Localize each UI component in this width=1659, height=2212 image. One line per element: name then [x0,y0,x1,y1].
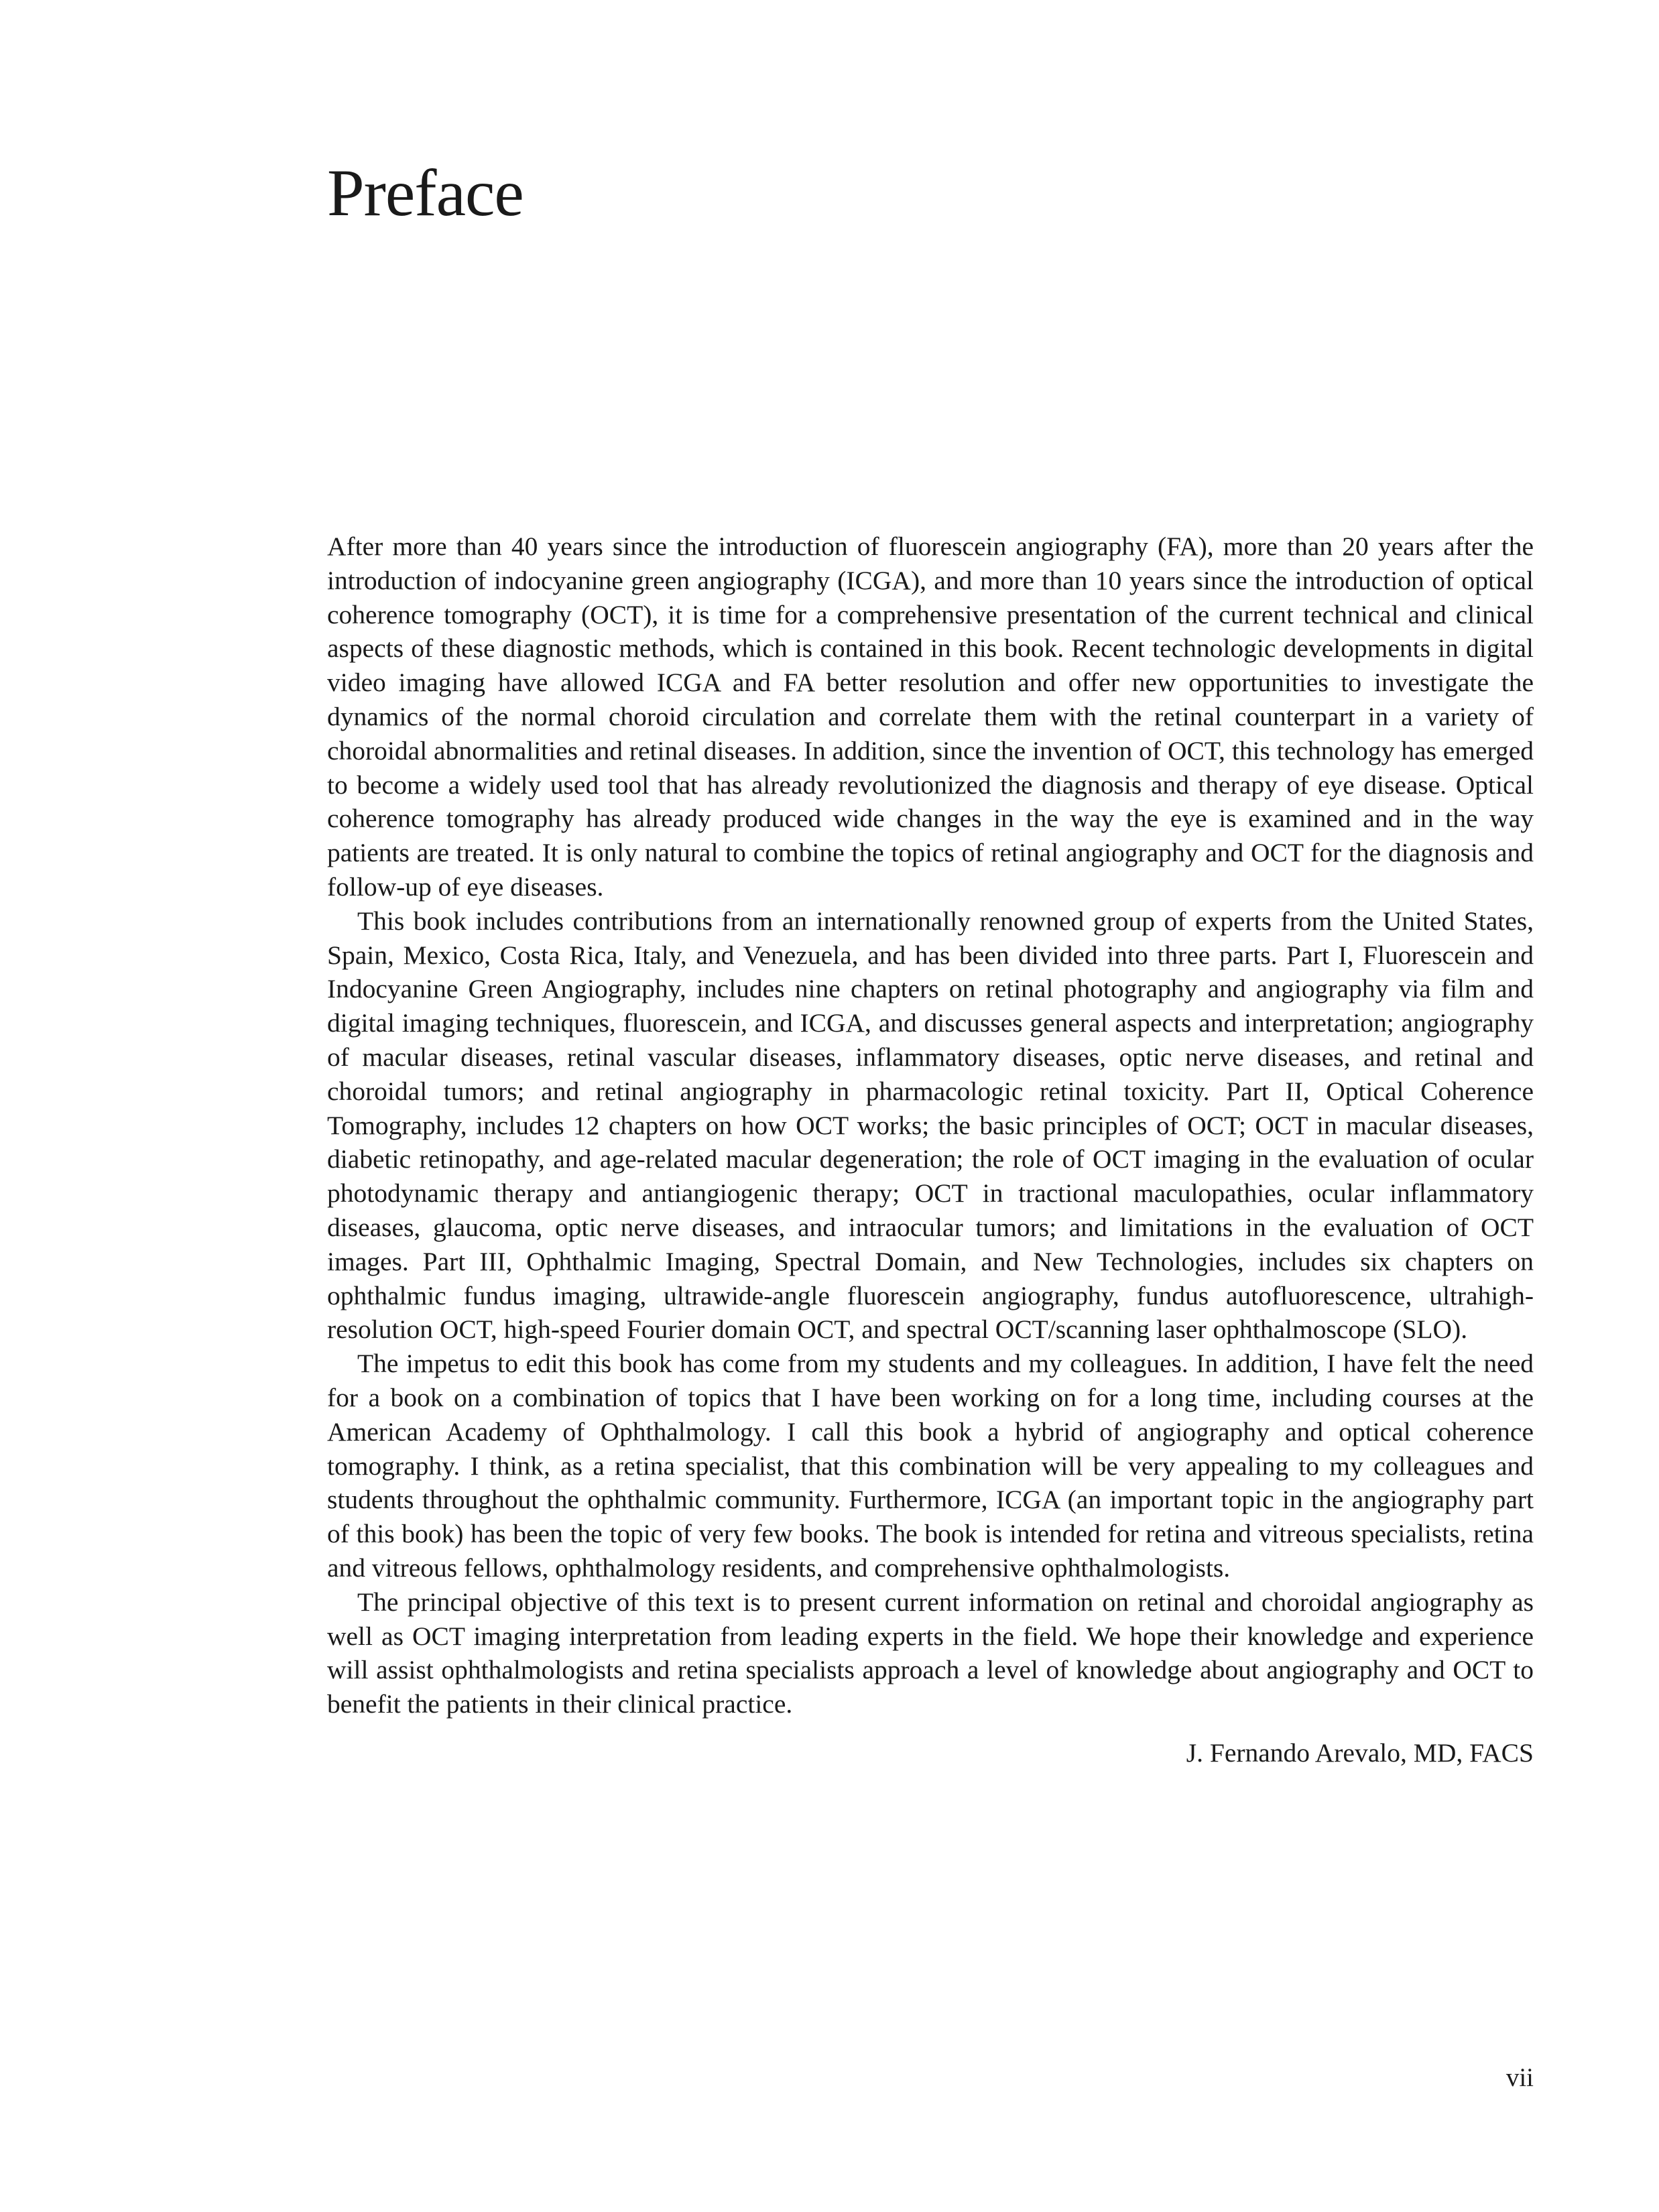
paragraph-2: This book includes contributions from an internationally renowned group of experts from the United States, Spain, Mexico, Costa Rica, Italy, and Venezuela, and has been divided into three parts. Part I, Fluorescein and Indocyanine Green Angiography, includes nine chapters on retinal photography and angiography via film and digital imaging techniques, fluorescein, and ICGA, and discusses general aspects and interpretation; angiography of macular diseases, retinal vascular diseases, inflammatory diseases, optic nerve diseases, and retinal and choroidal tumors; and retinal angiography in pharmacologic retinal toxicity. Part II, Optical Coherence Tomography, includes 12 chapters on how OCT works; the basic principles of OCT; OCT in macular diseases, diabetic retinopathy, and age-related macular degeneration; the role of OCT imaging in the evaluation of ocular photodynamic therapy and antiangiogenic therapy; OCT in tractional maculopathies, ocular inflammatory diseases, glaucoma, optic nerve diseases, and intraocular tumors; and limitations in the evaluation of OCT images. Part III, Ophthalmic Imaging, Spectral Domain, and New Technologies, includes six chapters on ophthalmic fundus imaging, ultrawide-angle fluorescein angiography, fundus autofluorescence, ultrahigh-resolution OCT, high-speed Fourier domain OCT, and spectral OCT/scanning laser ophthalmoscope (SLO). [327,906,1534,1345]
paragraph-1: After more than 40 years since the introduction of fluorescein angiography (FA), more than 20 years after the introduction of indocyanine green angiography (ICGA), and more than 10 years since the introduction of optical coherence tomography (OCT), it is time for a comprehensive presentation of the current technical and clinical aspects of these diagnostic methods, which is contained in this book. Recent technologic developments in digital video imaging have allowed ICGA and FA better resolution and offer new opportunities to investigate the dynamics of the normal choroid circulation and correlate them with the retinal counterpart in a variety of choroidal abnormalities and retinal diseases. In addition, since the invention of OCT, this technology has emerged to become a widely used tool that has already revolutionized the diagnosis and therapy of eye disease. Optical coherence tomography has already produced wide changes in the way the eye is examined and in the way patients are treated. It is only natural to combine the topics of retinal angiography and OCT for the diagnosis and follow-up of eye diseases. [327,532,1534,902]
author-signature: J. Fernando Arevalo, MD, FACS [1186,1738,1534,1768]
paragraph-4: The principal objective of this text is to present current information on retinal and choroidal angiography as well as OCT imaging interpretation from leading experts in the field. We hope their knowledge and experience will assist ophthalmologists and retina specialists approach a level of knowledge about angiography and OCT to benefit the patients in their clinical practice. [327,1587,1534,1719]
page-number: vii [1506,2063,1534,2092]
preface-body [327,530,1534,1721]
page-title: Preface [327,156,524,230]
paragraph-3: The impetus to edit this book has come from my students and my colleagues. In addition, I have felt the need for a book on a combination of topics that I have been working on for a long time, including courses at the American Academy of Ophthalmology. I call this book a hybrid of angiography and optical coherence tomography. I think, as a retina specialist, that this combination will be very appealing to my colleagues and students throughout the ophthalmic community. Furthermore, ICGA (an important topic in the angiography part of this book) has been the topic of very few books. The book is intended for retina and vitreous specialists, retina and vitreous fellows, ophthalmology residents, and comprehensive ophthalmologists. [327,1349,1534,1583]
